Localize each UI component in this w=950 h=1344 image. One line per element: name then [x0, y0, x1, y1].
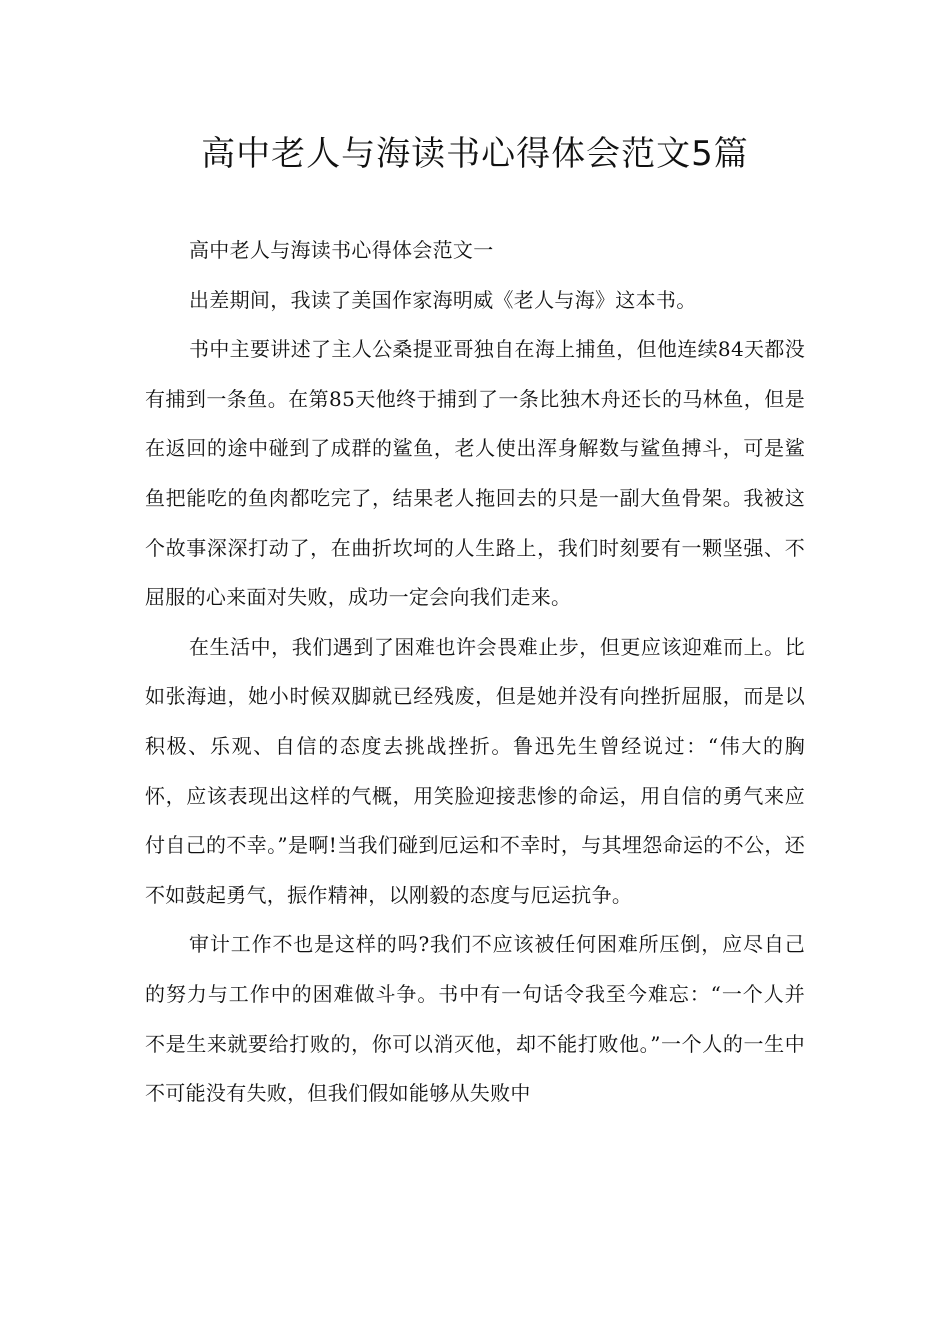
- paragraph: 审计工作不也是这样的吗?我们不应该被任何困难所压倒，应尽自己的努力与工作中的困难做斗争。书中有一句话令我至今难忘：“一个人并不是生来就要给打败的，你可以消灭他，却不能打败他。”一个人的一生中不可能没有失败，但我们假如能够从失败中: [145, 932, 805, 1106]
- document-body: [145, 226, 805, 1119]
- document-title: 高中老人与海读书心得体会范文5篇: [201, 134, 749, 174]
- paragraph: 在生活中，我们遇到了困难也许会畏难止步，但更应该迎难而上。比如张海迪，她小时候双脚就已经残废，但是她并没有向挫折屈服，而是以积极、乐观、自信的态度去挑战挫折。鲁迅先生曾经说过：“伟大的胸怀，应该表现出这样的气概，用笑脸迎接悲惨的命运，用自信的勇气来应付自己的不幸。”是啊!当我们碰到厄运和不幸时，与其埋怨命运的不公，还不如鼓起勇气，振作精神，以刚毅的态度与厄运抗争。: [145, 634, 805, 907]
- paragraph: 书中主要讲述了主人公桑提亚哥独自在海上捕鱼，但他连续84天都没有捕到一条鱼。在第85天他终于捕到了一条比独木舟还长的马林鱼，但是在返回的途中碰到了成群的鲨鱼，老人使出浑身解数与鲨鱼搏斗，可是鲨鱼把能吃的鱼肉都吃完了，结果老人拖回去的只是一副大鱼骨架。我被这个故事深深打动了，在曲折坎坷的人生路上，我们时刻要有一颗坚强、不屈服的心来面对失败，成功一定会向我们走来。: [145, 337, 805, 610]
- paragraph: 出差期间，我读了美国作家海明威《老人与海》这本书。: [189, 287, 697, 312]
- section-heading: 高中老人与海读书心得体会范文一: [189, 238, 494, 262]
